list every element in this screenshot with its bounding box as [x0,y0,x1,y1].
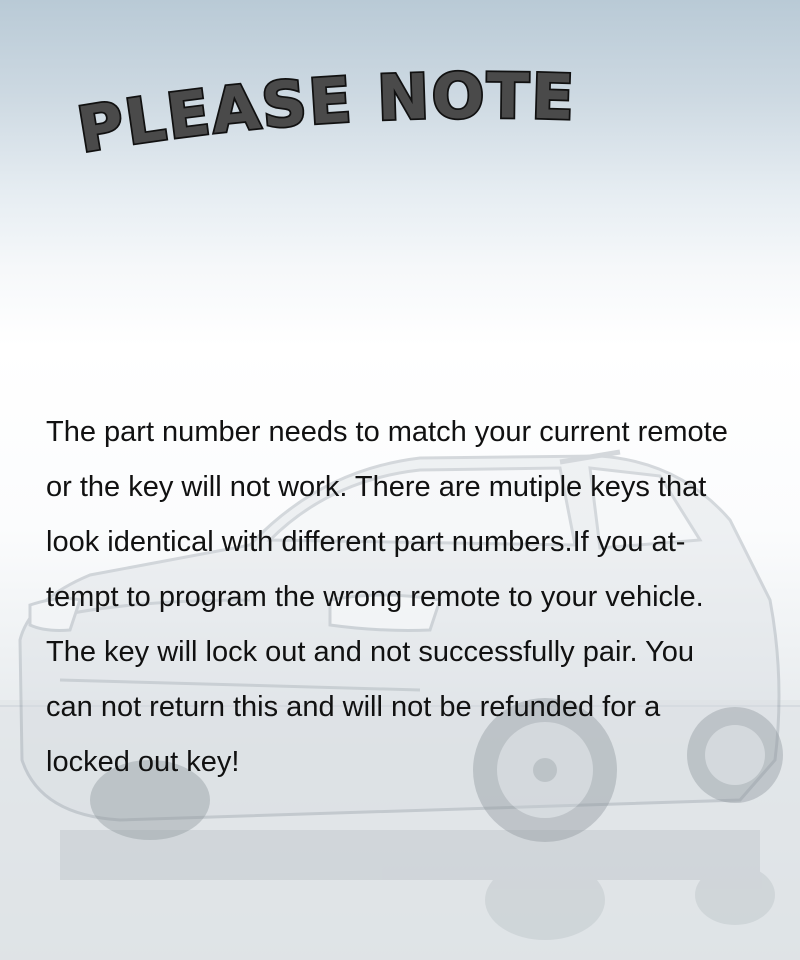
please-note-heading [0,40,800,180]
notice-line: The key will lock out and not successfully pair. You [46,636,695,668]
notice-line: tempt to program the wrong remote to your vehicle. [46,581,704,613]
notice-line: locked out key! [46,746,240,778]
heading-text: PLEASE NOTE [72,59,577,167]
notice-line: or the key will not work. There are mutiple keys that [46,471,707,503]
notice-body [46,405,786,790]
notice-line: The part number needs to match your current remote [46,416,728,448]
notice-line: look identical with different part numbers.If you at- [46,526,686,558]
notice-line: can not return this and will not be refunded for a [46,691,661,723]
